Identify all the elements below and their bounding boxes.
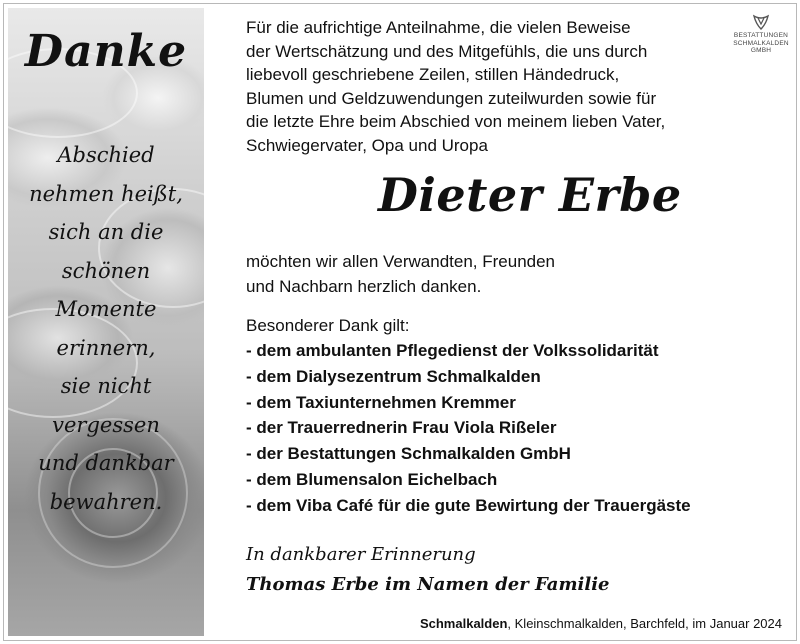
poem-line: sie nicht [60,374,152,398]
poem-line: sich an die [48,220,164,244]
funeral-home-logo-icon [752,14,770,30]
poem-line: bewahren. [49,489,163,514]
intro-paragraph [246,16,726,157]
poem-line: und dankbar [38,451,174,475]
intro-line: Blumen und Geldzuwendungen zuteilwurden sowie für [246,88,657,108]
footer-places-date [420,616,782,631]
funeral-home-logo [728,14,794,55]
thanks-paragraph [246,249,766,299]
footer-place-bold: Schmalkalden [419,616,508,631]
poem-line: nehmen heißt, [29,181,183,206]
logo-text-line: BESTATTUNGEN [733,32,789,39]
poem-line: Momente [55,297,157,321]
intro-line: liebevoll geschriebene Zeilen, stillen Händedruck, [246,65,620,84]
poem-line: Abschied [57,143,155,167]
intro-line: Für die aufrichtige Anteilnahme, die vielen Beweise [246,18,631,37]
deceased-name: Dieter Erbe [378,168,682,222]
list-item: - dem Blumensalon Eichelbach [246,469,498,489]
thanks-line: und Nachbarn herzlich danken. [246,277,482,296]
list-item: - der Bestattungen Schmalkalden GmbH [246,444,571,464]
list-item: - dem ambulanten Pflegedienst der Volkssolidarität [246,341,659,360]
rose-photo-panel [8,8,204,636]
poem-line: erinnern, [56,335,156,360]
special-thanks-heading: Besonderer Dank gilt: [246,316,410,335]
signer-line: Thomas Erbe im Namen der Familie [246,574,610,595]
memory-line: In dankbarer Erinnerung [246,544,476,565]
intro-line: Schwiegervater, Opa und Uropa [246,135,488,155]
list-item: - dem Dialysezentrum Schmalkalden [246,366,541,386]
intro-line: die letzte Ehre beim Abschied von meinem lieben Vater, [246,112,666,131]
poem [8,136,204,521]
thanks-line: möchten wir allen Verwandten, Freunden [246,252,556,271]
intro-line: der Wertschätzung und des Mitgefühls, die uns durch [246,41,648,61]
danke-heading: Danke [24,26,188,77]
special-thanks-list [246,338,691,519]
poem-line: schönen [61,258,151,283]
poem-line: vergessen [52,412,160,437]
logo-text-line: SCHMALKALDEN [733,39,789,47]
list-item: - der Trauerrednerin Frau Viola Rißeler [246,418,557,438]
list-item: - dem Viba Café für die gute Bewirtung der Trauergäste [246,495,691,515]
logo-text-line: GMBH [750,47,772,54]
list-item: - dem Taxiunternehmen Kremmer [246,392,516,412]
footer-rest: , Kleinschmalkalden, Barchfeld, im Januar 2024 [507,616,782,631]
